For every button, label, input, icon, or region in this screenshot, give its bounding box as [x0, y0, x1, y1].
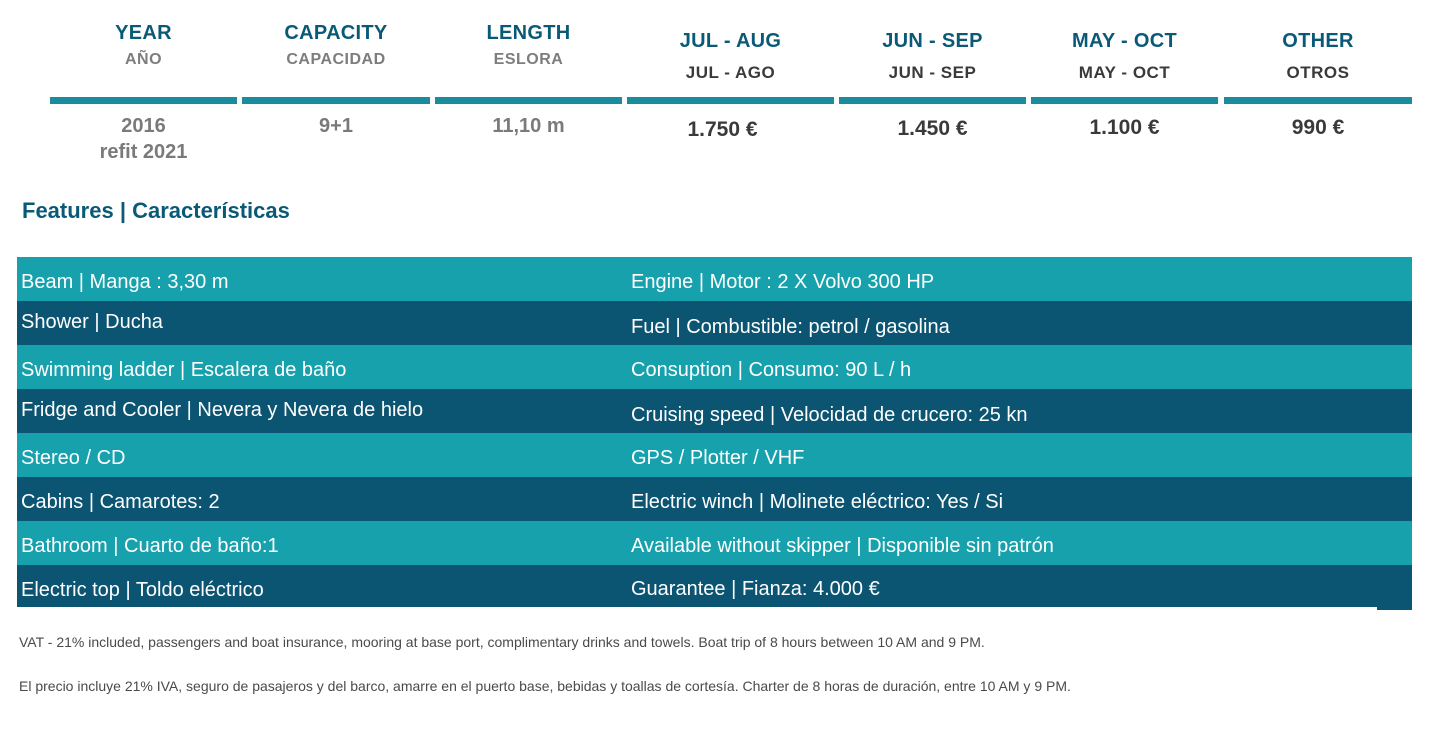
capacity-value [242, 113, 430, 139]
table-edge-accent [1377, 607, 1412, 610]
feature-left: Shower | Ducha [21, 311, 163, 333]
feature-right: GPS / Plotter / VHF [631, 447, 805, 469]
year-built: 2016 [121, 115, 166, 137]
feature-right: Fuel | Combustible: petrol / gasolina [631, 316, 950, 338]
season-label: JUN - SEP [882, 30, 983, 52]
feature-left: Electric top | Toldo eléctrico [21, 579, 264, 601]
feature-left: Bathroom | Cuarto de baño:1 [21, 535, 279, 557]
column-divider [839, 97, 1026, 104]
feature-right: Guarantee | Fianza: 4.000 € [631, 578, 880, 600]
table-row [17, 389, 1412, 433]
table-row [17, 433, 1412, 477]
price-text: 1.450 € [897, 117, 968, 140]
price-jun-sep-header [839, 30, 1026, 83]
table-row [17, 477, 1412, 521]
spec-year-header [50, 22, 237, 69]
season-label-es: MAY - OCT [1078, 63, 1171, 82]
year-value [50, 113, 237, 165]
season-label-es: JUN - SEP [888, 63, 977, 82]
feature-right: Cruising speed | Velocidad de crucero: 25 kn [631, 404, 1028, 426]
price-may-oct [1031, 115, 1218, 141]
features-title: Features | Características [22, 198, 290, 223]
price-may-oct-header [1031, 30, 1218, 83]
year-label: YEAR [115, 22, 172, 44]
length-value [435, 113, 622, 139]
capacity-text: 9+1 [319, 115, 353, 137]
capacity-label-es: CAPACIDAD [286, 51, 386, 68]
spec-length-header [435, 22, 622, 69]
feature-left: Fridge and Cooler | Nevera y Nevera de hielo [21, 399, 424, 421]
feature-right: Available without skipper | Disponible sin patrón [631, 535, 1054, 557]
column-divider [1224, 97, 1412, 104]
feature-left: Stereo / CD [21, 447, 126, 469]
length-label-es: ESLORA [493, 51, 564, 68]
features-table [17, 257, 1412, 607]
length-label: LENGTH [486, 22, 571, 44]
feature-left: Cabins | Camarotes: 2 [21, 491, 220, 513]
year-label-es: AÑO [124, 51, 163, 68]
column-divider [50, 97, 237, 104]
column-divider [1031, 97, 1218, 104]
price-jul-aug [619, 117, 826, 143]
season-label-es: OTROS [1286, 63, 1350, 82]
season-label: MAY - OCT [1072, 30, 1177, 52]
table-row [17, 301, 1412, 345]
column-divider [435, 97, 622, 104]
column-divider [627, 97, 834, 104]
feature-right: Consuption | Consumo: 90 L / h [631, 359, 912, 381]
terms-note-en: VAT - 21% included, passengers and boat insurance, mooring at base port, complimentary drinks and towels. Boat trip of 8 hours between 10 AM and 9 PM. [19, 634, 985, 650]
table-row [17, 521, 1412, 565]
price-text: 1.100 € [1089, 116, 1160, 139]
season-label: OTHER [1282, 30, 1354, 52]
table-row [17, 257, 1412, 301]
price-text: 990 € [1291, 116, 1345, 139]
length-text: 11,10 m [492, 115, 565, 137]
year-refit: refit 2021 [99, 141, 188, 163]
price-other-header [1224, 30, 1412, 83]
feature-right: Electric winch | Molinete eléctrico: Yes / Si [631, 491, 1004, 513]
price-jul-aug-header [627, 30, 834, 83]
season-label: JUL - AUG [679, 30, 782, 52]
spec-capacity-header [242, 22, 430, 69]
season-label-es: JUL - AGO [685, 63, 776, 82]
feature-right: Engine | Motor : 2 X Volvo 300 HP [631, 271, 935, 293]
column-divider [242, 97, 430, 104]
price-text: 1.750 € [687, 118, 758, 141]
feature-left: Beam | Manga : 3,30 m [21, 271, 229, 293]
price-other [1224, 115, 1412, 141]
feature-left: Swimming ladder | Escalera de baño [21, 359, 347, 381]
table-row [17, 345, 1412, 389]
capacity-label: CAPACITY [284, 22, 388, 44]
terms-note-es: El precio incluye 21% IVA, seguro de pasajeros y del barco, amarre en el puerto base, bebidas y toallas de cortesía. Charter de 8 horas de duración, entre 10 AM y 9 PM. [19, 678, 1071, 694]
price-jun-sep [839, 116, 1026, 142]
table-row [17, 565, 1412, 607]
